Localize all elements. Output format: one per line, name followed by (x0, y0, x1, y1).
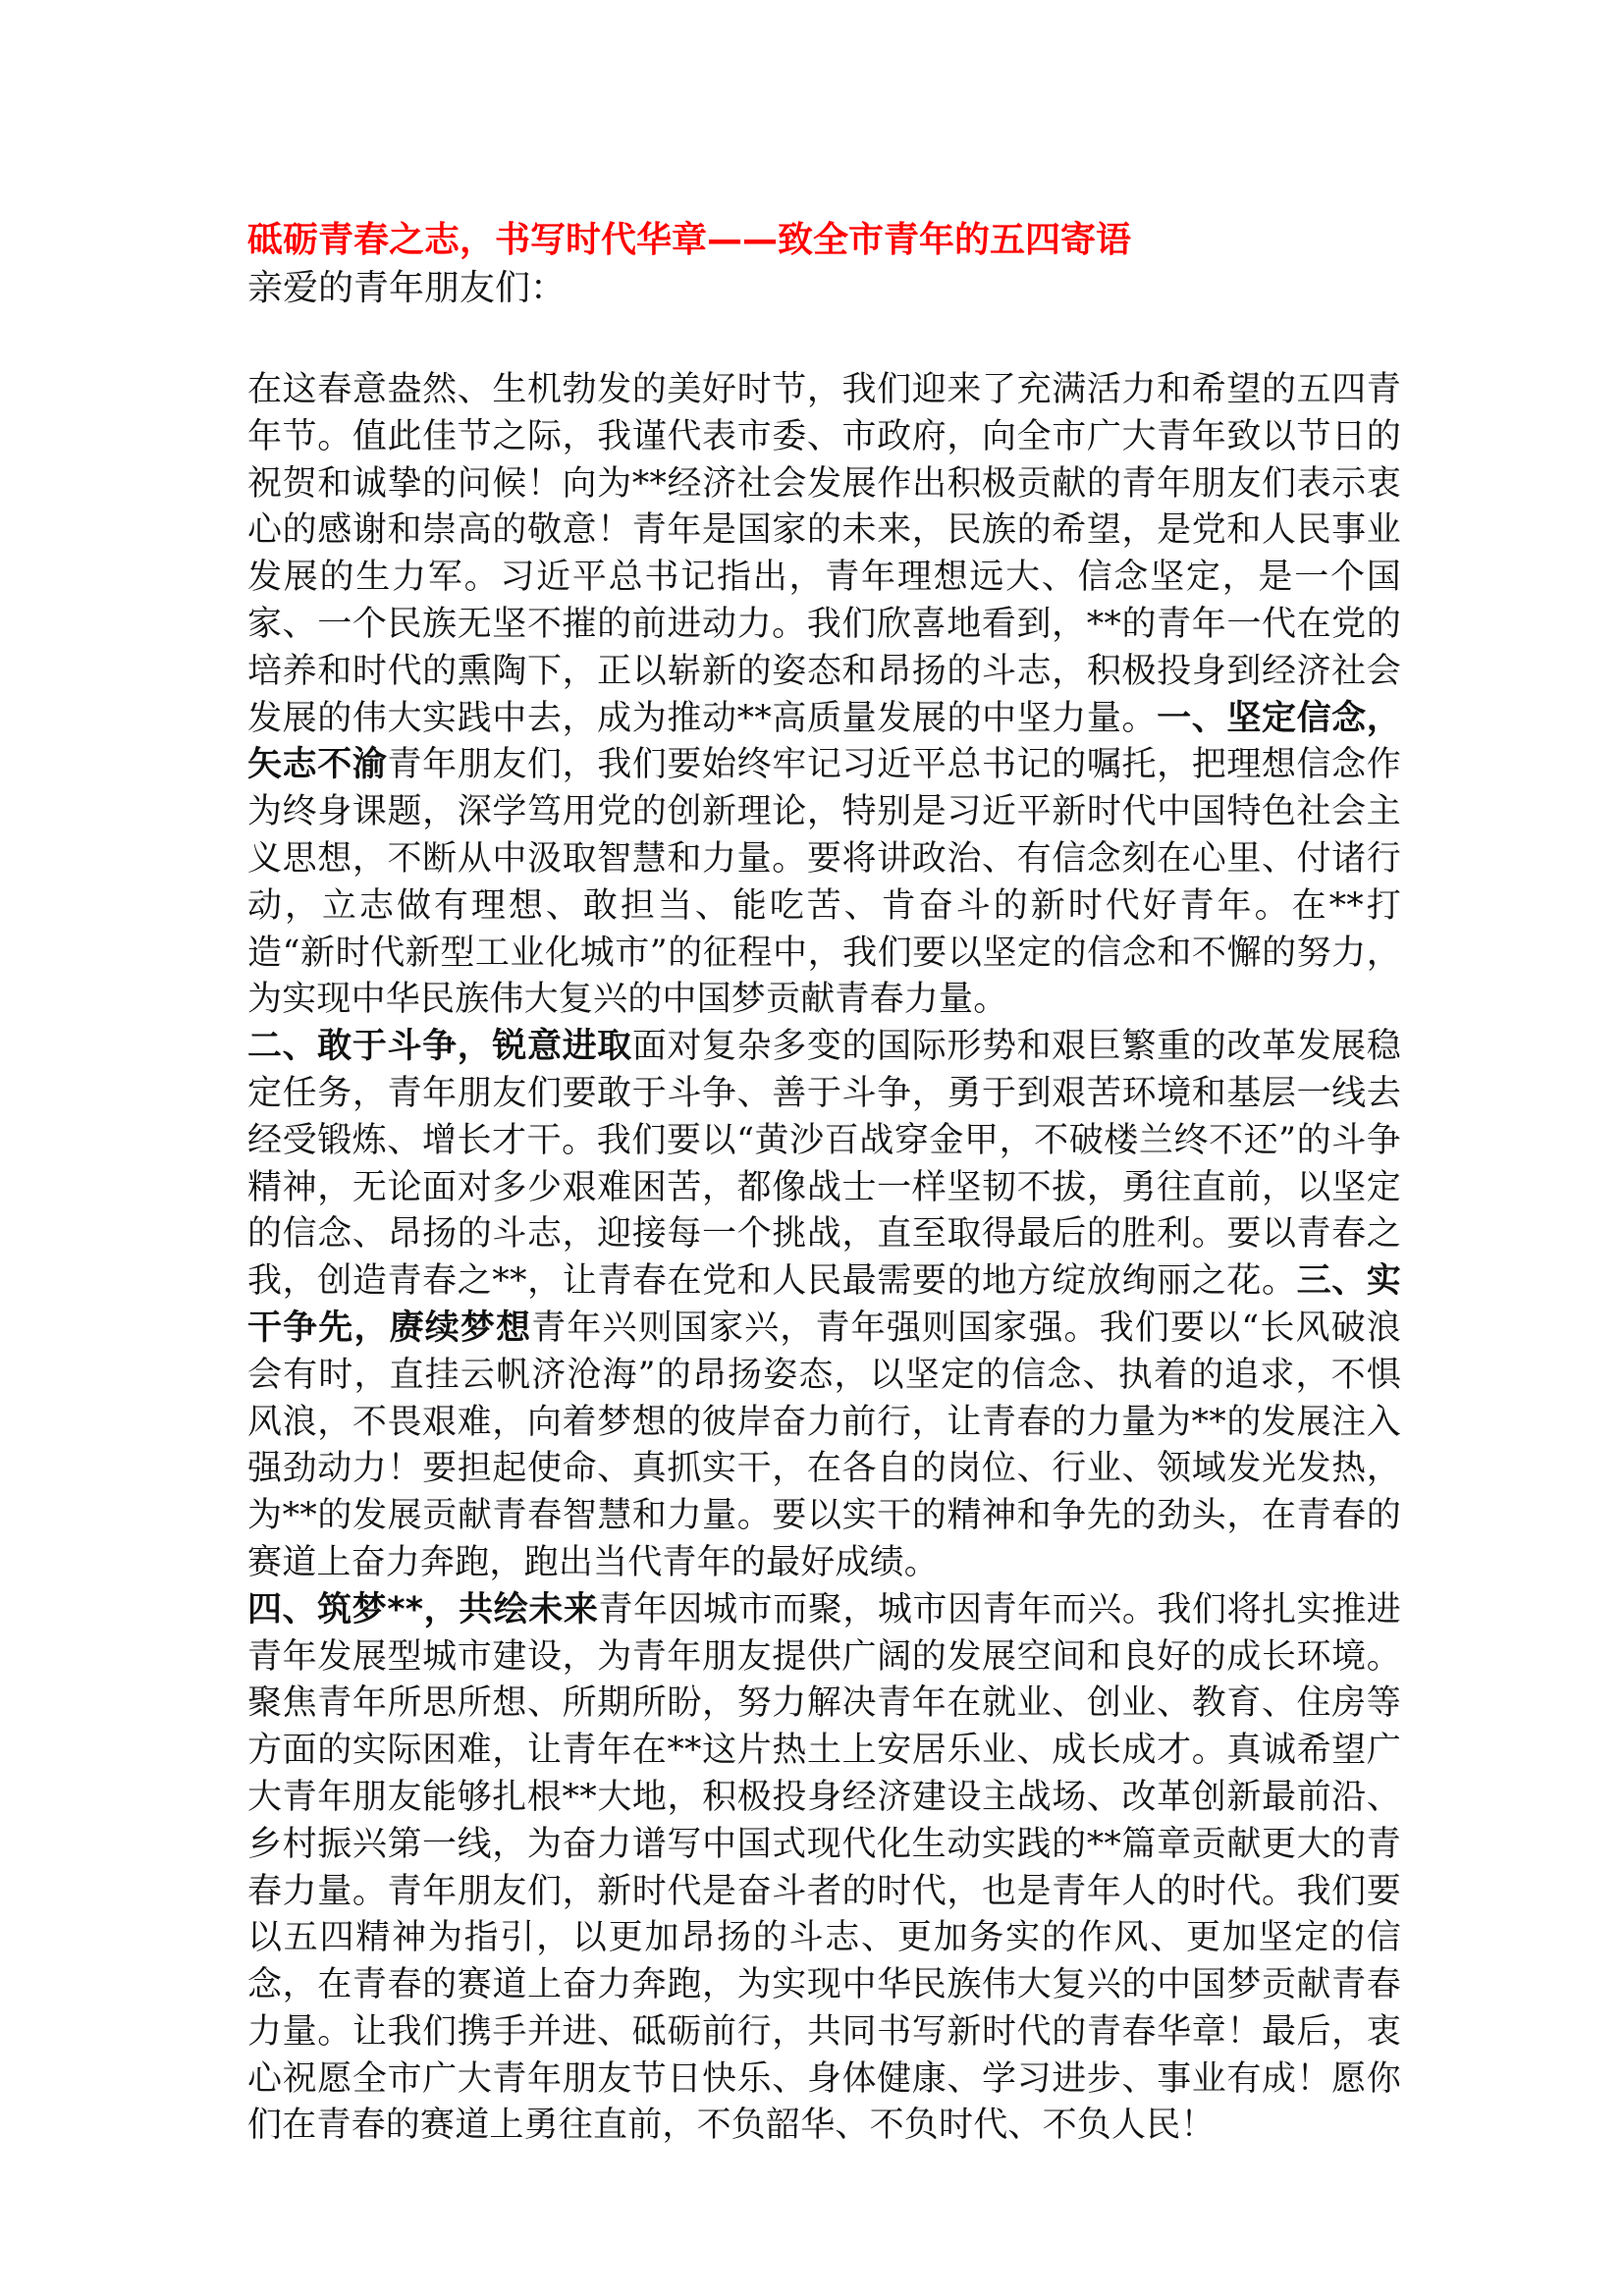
section-4-text: 青年因城市而聚，城市因青年而兴。我们将扎实推进青年发展型城市建设，为青年朋友提供广阔的发展空间和良好的成长环境。聚焦青年所思所想、所期所盼，努力解决青年在就业、创业、教育、住房等方面的实际困难，让青年在**这片热土上安居乐业、成长成才。真诚希望广大青年朋友能够扎根**大地，积极投身经济建设主战场、改革创新最前沿、乡村振兴第一线，为奋力谱写中国式现代化生动实践的**篇章贡献更大的青春力量。青年朋友们，新时代是奋斗者的时代，也是青年人的时代。我们要以五四精神为指引，以更加昂扬的斗志、更加务实的作风、更加坚定的信念，在青春的赛道上奋力奔跑，为实现中华民族伟大复兴的中国梦贡献青春力量。让我们携手并进、砥砺前行，共同书写新时代的青春华章！最后，衷心祝愿全市广大青年朋友节日快乐、身体健康、学习进步、事业有成！愿你们在青春的赛道上勇往直前，不负韶华、不负时代、不负人民！ (247, 1589, 1401, 2146)
section-heading-1: 一、坚定信念，矢志不渝 (247, 698, 1401, 785)
section-heading-3: 三、实干争先，赓续梦想 (247, 1261, 1402, 1348)
body-paragraph-3 (247, 1587, 1401, 2151)
section-3-text: 青年兴则国家兴，青年强则国家强。我们要以“长风破浪会有时，直挂云帆济沧海”的昂扬姿态，以坚定的信念、执着的追求，不惧风浪，不畏艰难，向着梦想的彼岸奋力前行，让青春的力量为**的发展注入强劲动力！要担起使命、真抓实干，在各自的岗位、行业、领域发光发热，为**的发展贡献青春智慧和力量。要以实干的精神和争先的劲头，在青春的赛道上奋力奔跑，跑出当代青年的最好成绩。 (247, 1308, 1401, 1582)
salutation: 亲爱的青年朋友们： (247, 268, 567, 308)
body-paragraph-2 (247, 1024, 1401, 1587)
document-title: 砥砺青春之志，书写时代华章——致全市青年的五四寄语 (247, 220, 1132, 260)
section-heading-4: 四、筑梦**，共绘未来 (247, 1589, 599, 1629)
document-page (247, 216, 1401, 2150)
intro-text: 在这春意盎然、生机勃发的美好时节，我们迎来了充满活力和希望的五四青年节。值此佳节之际，我谨代表市委、市政府，向全市广大青年致以节日的祝贺和诚挚的问候！向为**经济社会发展作出积极贡献的青年朋友们表示衷心的感谢和崇高的敬意！青年是国家的未来，民族的希望，是党和人民事业发展的生力军。习近平总书记指出，青年理想远大、信念坚定，是一个国家、一个民族无坚不摧的前进动力。我们欣喜地看到，**的青年一代在党的培养和时代的熏陶下，正以崭新的姿态和昂扬的斗志，积极投身到经济社会发展的伟大实践中去，成为推动**高质量发展的中坚力量。 (247, 370, 1401, 738)
section-1-text: 青年朋友们，我们要始终牢记习近平总书记的嘱托，把理想信念作为终身课题，深学笃用党的创新理论，特别是习近平新时代中国特色社会主义思想，不断从中汲取智慧和力量。要将讲政治、有信念刻在心里、付诸行动，立志做有理想、敢担当、能吃苦、肯奋斗的新时代好青年。在**打造“新时代新型工业化城市”的征程中，我们要以坚定的信念和不懈的努力，为实现中华民族伟大复兴的中国梦贡献青春力量。 (247, 745, 1401, 1020)
section-2-text: 面对复杂多变的国际形势和艰巨繁重的改革发展稳定任务，青年朋友们要敢于斗争、善于斗争，勇于到艰苦环境和基层一线去经受锻炼、增长才干。我们要以“黄沙百战穿金甲，不破楼兰终不还”的斗争精神，无论面对多少艰难困苦，都像战士一样坚韧不拔，勇往直前，以坚定的信念、昂扬的斗志，迎接每一个挑战，直至取得最后的胜利。要以青春之我，创造青春之**，让青春在党和人民最需要的地方绽放绚丽之花。 (247, 1027, 1402, 1302)
section-heading-2: 二、敢于斗争，锐意进取 (247, 1027, 632, 1067)
body-paragraph-1 (247, 367, 1401, 1024)
